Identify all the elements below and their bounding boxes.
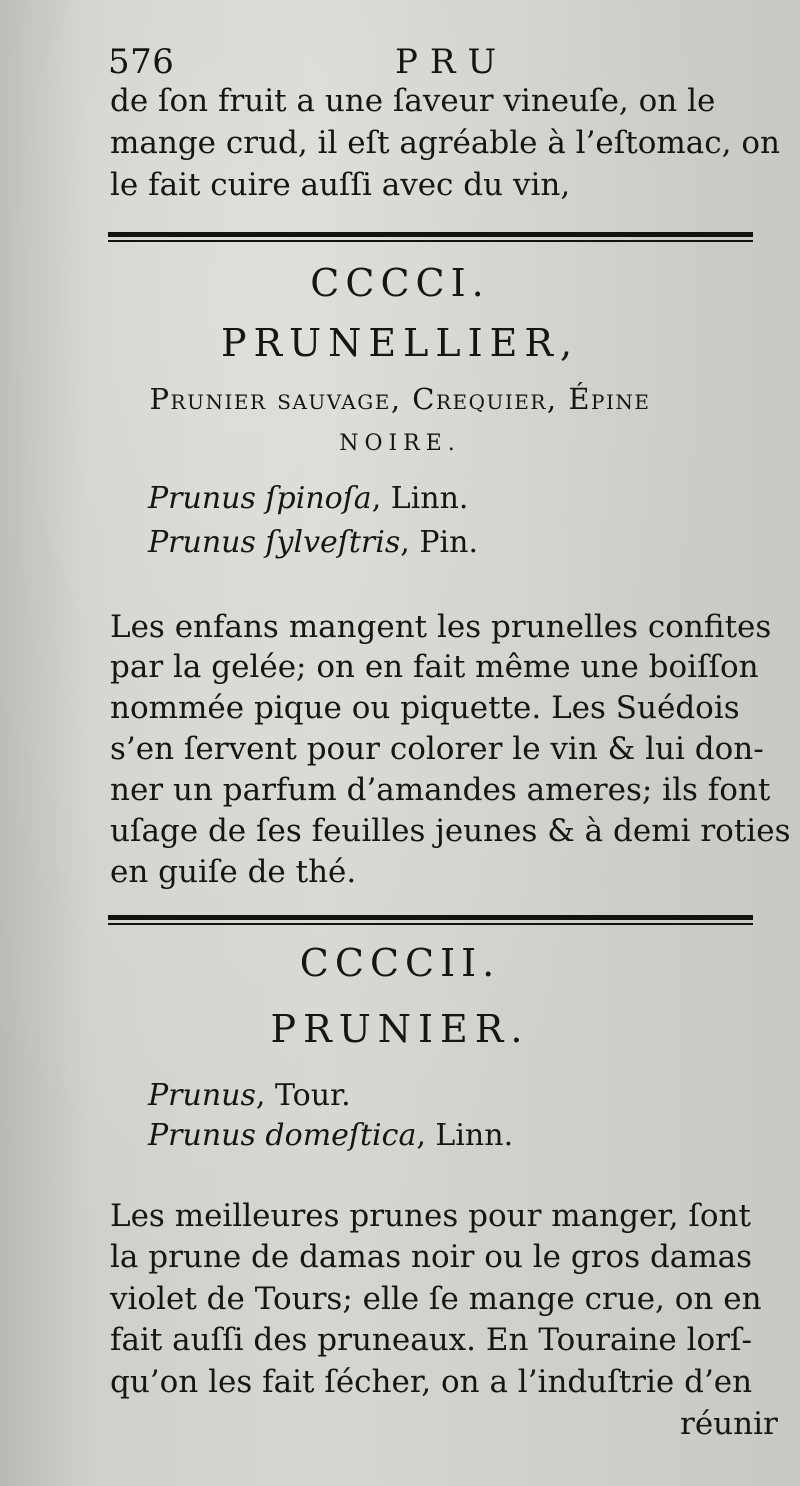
text-line: Les enfans mangent les prunelles confites (110, 609, 772, 645)
section-divider (108, 915, 753, 920)
page-shadow (0, 0, 90, 1486)
section-divider-thin (108, 923, 753, 925)
text-line: nommée pique ou piquette. Les Suédois (110, 690, 740, 726)
text-line: en guiſe de thé. (110, 854, 357, 890)
section-divider-thin (108, 240, 753, 242)
text-line: ner un parfum d’amandes ameres; ils font (110, 772, 771, 808)
text-line: de ſon fruit a une ſaveur vineuſe, on le (110, 83, 716, 119)
text-line: mange crud, il eſt agréable à l’eſtomac, on (110, 125, 780, 161)
latin-name: Prunus ſylveſtris (148, 525, 401, 560)
catchword: réunir (680, 1406, 778, 1442)
text-line: qu’on les fait ſécher, on a l’induſtrie d’en (110, 1364, 753, 1400)
author-abbrev: , Linn. (416, 1118, 514, 1153)
entry-title: PRUNELLIER, (220, 321, 580, 365)
text-line: Les meilleures prunes pour manger, ſont (110, 1198, 751, 1234)
text-line: fait auſſi des pruneaux. En Touraine lorſ- (110, 1322, 752, 1358)
synonym-line (148, 1078, 351, 1113)
latin-name: Prunus domeſtica (148, 1118, 417, 1153)
synonym-line (148, 1118, 514, 1153)
entry-title: PRUNIER. (270, 1007, 530, 1051)
author-abbrev: , Linn. (371, 481, 469, 516)
author-abbrev: , Tour. (255, 1078, 351, 1113)
entry-subtitle: NOIRE. (339, 431, 461, 456)
author-abbrev: , Pin. (400, 525, 478, 560)
synonym-line (148, 481, 469, 516)
text-line: uſage de ſes feuilles jeunes & à demi roties (110, 813, 791, 849)
entry-subtitle: Prunier sauvage, Crequier, Épine (149, 382, 651, 416)
entry-number: CCCCI. (310, 261, 490, 305)
entry-number: CCCCII. (299, 941, 501, 985)
section-divider (108, 232, 753, 237)
running-head: PRU (395, 42, 509, 82)
text-line: violet de Tours; elle ſe mange crue, on en (110, 1281, 762, 1317)
text-line: s’en ſervent pour colorer le vin & lui don- (110, 731, 764, 767)
text-line: le fait cuire auſſi avec du vin, (110, 167, 571, 203)
latin-name: Prunus ſpinoſa (148, 481, 372, 516)
text-line: la prune de damas noir ou le gros damas (110, 1239, 753, 1275)
synonym-line (148, 525, 478, 560)
latin-name: Prunus (148, 1078, 256, 1113)
text-line: par la gelée; on en fait même une boiſſon (110, 649, 759, 685)
page-number: 576 (108, 42, 175, 82)
